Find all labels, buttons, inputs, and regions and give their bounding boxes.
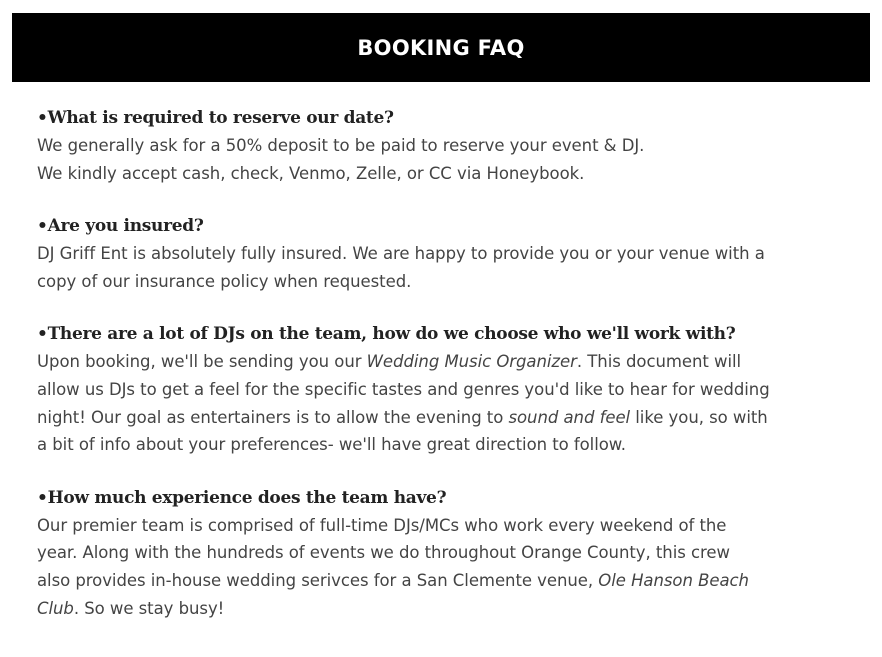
faq-item-reserve-date: [37, 105, 847, 187]
answer-line: [37, 404, 847, 432]
answer-text: like you, so with: [630, 407, 768, 427]
answer-line: We generally ask for a 50% deposit to be paid to reserve your event & DJ.: [37, 136, 645, 155]
header-bar: [12, 13, 870, 82]
answer-text: night! Our goal as entertainers is to allow the evening to: [37, 407, 509, 427]
faq-answer: [37, 132, 847, 187]
answer-line: year. Along with the hundreds of events we do throughout Orange County, this crew: [37, 543, 730, 563]
faq-item-experience: [37, 485, 847, 622]
answer-line: [37, 348, 847, 376]
organizer-title: Wedding Music Organizer: [366, 352, 577, 372]
answer-text: also provides in-house wedding serivces for a San Clemente venue,: [37, 570, 599, 590]
faq-item-choose-dj: [37, 321, 847, 458]
answer-line: DJ Griff Ent is absolutely fully insured. We are happy to provide you or your venue with a: [37, 244, 765, 264]
venue-name: Club: [37, 598, 74, 618]
faq-list: [37, 105, 847, 648]
page-title: BOOKING FAQ: [357, 35, 525, 60]
faq-question: •Are you insured?: [37, 216, 204, 237]
faq-answer: [37, 512, 847, 622]
faq-answer: [37, 240, 847, 295]
answer-line: We kindly accept cash, check, Venmo, Zelle, or CC via Honeybook.: [37, 163, 585, 183]
answer-text: Upon booking, we'll be sending you our: [37, 352, 367, 372]
answer-line: [37, 567, 847, 595]
answer-text: . This document will: [576, 352, 742, 372]
faq-item-insured: [37, 213, 847, 295]
answer-line: [37, 595, 847, 623]
answer-line: a bit of info about your preferences- we'll have great direction to follow.: [37, 435, 626, 455]
faq-question: •What is required to reserve our date?: [37, 108, 394, 128]
venue-name: Ole Hanson Beach: [598, 570, 749, 590]
answer-text: . So we stay busy!: [73, 598, 225, 618]
answer-line: Our premier team is comprised of full-time DJs/MCs who work every weekend of the: [37, 515, 727, 535]
faq-question: •There are a lot of DJs on the team, how do we choose who we'll work with?: [37, 324, 736, 345]
faq-question: •How much experience does the team have?: [37, 487, 447, 508]
faq-answer: [37, 348, 847, 458]
answer-line: copy of our insurance policy when requested.: [37, 271, 412, 291]
answer-line: allow us DJs to get a feel for the specific tastes and genres you'd like to hear for wedding: [37, 379, 770, 399]
emphasis-text: sound and feel: [508, 407, 631, 427]
